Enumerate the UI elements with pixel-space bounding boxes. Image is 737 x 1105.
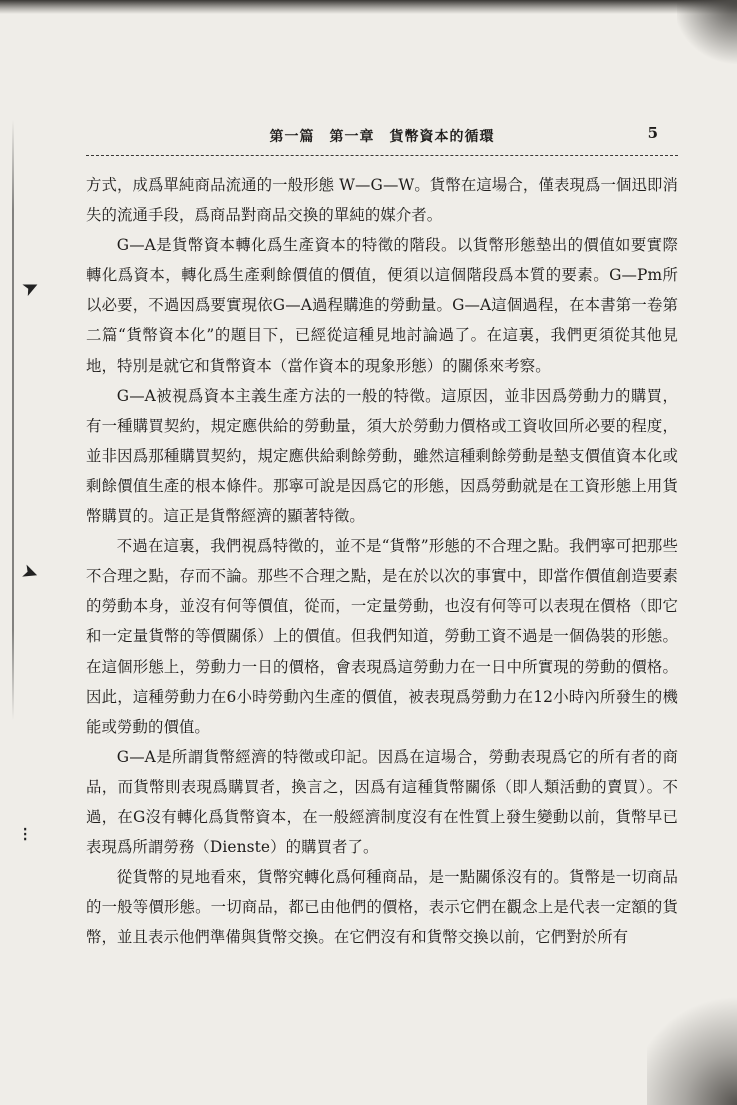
paragraph: 從貨幣的見地看來，貨幣究轉化爲何種商品，是一點關係沒有的。貨幣是一切商品的一般等價形態。一切商品，都已由他們的價格，表示它們在觀念上是代表一定額的貨幣，並且表示他們準備與貨幣交換。在它們沒有和貨幣交換以前，它們對於所有	[86, 868, 678, 947]
binding-shadow	[12, 120, 14, 720]
paragraph: 不過在這裏，我們視爲特徵的，並不是“貨幣”形態的不合理之點。我們寧可把那些不合理之點，存而不論。那些不合理之點，是在於以次的事實中，即當作價值創造要素的勞動本身，並沒有何等價值，從而，一定量勞動，也沒有何等可以表現在價格（即它和一定量貨幣的等價關係）上的價值。但我們知道，勞動工資不過是一個偽裝的形態。在這個形態上，勞動力一日的價格，會表現爲這勞動力在一日中所實現的勞動的價格。因此，這種勞動力在6小時勞動內生產的價值，被表現爲勞動力在12小時內所發生的機能或勞動的價值。	[86, 537, 678, 736]
paragraph: 方式，成爲單純商品流通的一般形態 W—G—W。貨幣在這場合，僅表現爲一個迅即消失的流通手段，爲商品對商品交換的單純的媒介者。	[86, 176, 678, 225]
margin-mark-icon: ⁝	[22, 822, 29, 846]
running-header	[86, 124, 678, 150]
header-title: 第一篇 第一章 貨幣資本的循環	[269, 129, 495, 145]
page-number: 5	[647, 124, 658, 142]
margin-mark-icon: ➤	[18, 557, 43, 587]
page-body	[86, 170, 678, 952]
scan-corner-shadow-bottom	[647, 985, 737, 1105]
scan-corner-shadow-top	[677, 0, 737, 70]
margin-mark-icon: ➤	[17, 272, 44, 302]
paragraph: G—A是貨幣資本轉化爲生產資本的特徵的階段。以貨幣形態墊出的價值如要實際轉化爲資本，轉化爲生產剩餘價值的價值，便須以這個階段爲本質的要素。G—Pm所以必要，不過因爲要實現依G—A過程購進的勞動量。G—A這個過程，在本書第一卷第二篇“貨幣資本化”的題目下，已經從這種見地討論過了。在這裏，我們更須從其他見地，特別是就它和貨幣資本（當作資本的現象形態）的關係來考察。	[86, 236, 678, 375]
paragraph: G—A被視爲資本主義生產方法的一般的特徵。這原因，並非因爲勞動力的購買，有一種購買契約，規定應供給的勞動量，須大於勞動力價格或工資收回所必要的程度，並非因爲那種購買契約，規定應供給剩餘勞動，雖然這種剩餘勞動是墊支價值資本化或剩餘價值生產的根本條件。那寧可說是因爲它的形態，因爲勞動就是在工資形態上用貨幣購買的。這正是貨幣經濟的顯著特徵。	[86, 386, 678, 526]
header-rule	[86, 155, 678, 156]
scan-top-edge	[0, 0, 737, 14]
paragraph: G—A是所謂貨幣經濟的特徵或印記。因爲在這場合，勞動表現爲它的所有者的商品，而貨幣則表現爲購買者，換言之，因爲有這種貨幣關係（即人類活動的賣買）。不過，在G沒有轉化爲貨幣資本，在一般經濟制度沒有在性質上發生變動以前，貨幣早已表現爲所謂勞務（Dienste）的購買者了。	[86, 747, 678, 857]
